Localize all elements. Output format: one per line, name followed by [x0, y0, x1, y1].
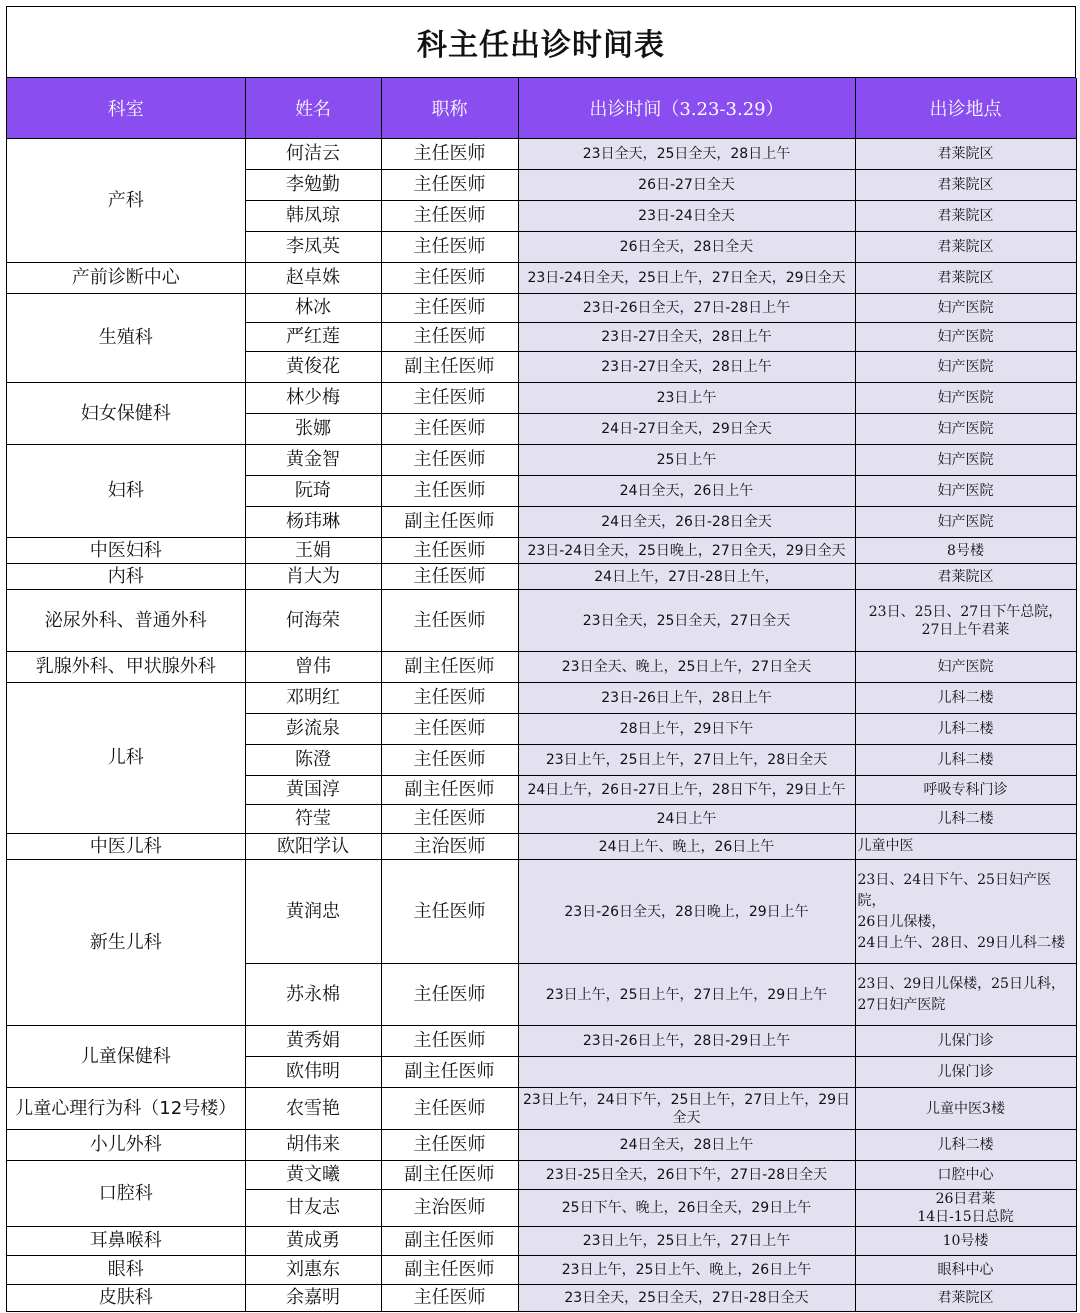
doctor-title-cell: 主任医师 [381, 590, 518, 652]
clinic-time-cell: 26日全天，28日全天 [518, 232, 855, 263]
doctor-title-cell: 副主任医师 [381, 1057, 518, 1088]
clinic-location-cell: 8号楼 [855, 538, 1076, 564]
clinic-time-cell: 26日-27日全天 [518, 170, 855, 201]
doctor-name-cell: 李凤英 [245, 232, 381, 263]
clinic-time-cell: 28日上午，29日下午 [518, 714, 855, 745]
clinic-location-cell: 君莱院区 [855, 1285, 1076, 1312]
table-row [7, 860, 1076, 964]
doctor-name-cell: 杨玮琳 [245, 507, 381, 538]
clinic-time-cell: 24日上午 [518, 805, 855, 834]
clinic-location-cell: 妇产医院 [855, 445, 1076, 476]
doctor-title-cell: 副主任医师 [381, 1161, 518, 1190]
clinic-time-cell: 24日全天，28日上午 [518, 1130, 855, 1161]
doctor-name-cell: 赵卓姝 [245, 263, 381, 294]
table-row [7, 1026, 1076, 1057]
clinic-time-cell: 23日-27日全天，28日上午 [518, 323, 855, 352]
doctor-title-cell: 主任医师 [381, 714, 518, 745]
department-cell: 耳鼻喉科 [7, 1227, 245, 1256]
clinic-time-cell: 23日上午 [518, 383, 855, 414]
doctor-title-cell: 主任医师 [381, 445, 518, 476]
clinic-location-cell: 儿科二楼 [855, 683, 1076, 714]
doctor-name-cell: 阮琦 [245, 476, 381, 507]
clinic-location-cell: 儿保门诊 [855, 1026, 1076, 1057]
doctor-title-cell: 主任医师 [381, 745, 518, 776]
doctor-name-cell: 黄成勇 [245, 1227, 381, 1256]
doctor-title-cell: 主任医师 [381, 383, 518, 414]
department-cell: 泌尿外科、普通外科 [7, 590, 245, 652]
schedule-body [7, 139, 1076, 1312]
clinic-time-cell: 24日上午，27日-28日上午， [518, 564, 855, 590]
table-row [7, 538, 1076, 564]
doctor-name-cell: 王娟 [245, 538, 381, 564]
clinic-location-cell: 妇产医院 [855, 323, 1076, 352]
doctor-name-cell: 曾伟 [245, 652, 381, 683]
clinic-location-cell: 君莱院区 [855, 263, 1076, 294]
table-row [7, 139, 1076, 170]
doctor-title-cell: 主任医师 [381, 964, 518, 1026]
clinic-time-cell: 25日上午 [518, 445, 855, 476]
schedule-sheet [6, 6, 1076, 1312]
doctor-name-cell: 胡伟来 [245, 1130, 381, 1161]
doctor-title-cell: 主任医师 [381, 1088, 518, 1130]
doctor-title-cell: 主任医师 [381, 476, 518, 507]
clinic-time-cell: 24日全天，26日-28日全天 [518, 507, 855, 538]
doctor-name-cell: 余嘉明 [245, 1285, 381, 1312]
doctor-title-cell: 副主任医师 [381, 652, 518, 683]
clinic-time-cell [518, 1057, 855, 1088]
department-cell: 口腔科 [7, 1161, 245, 1227]
doctor-name-cell: 农雪艳 [245, 1088, 381, 1130]
clinic-location-cell: 儿童中医3楼 [855, 1088, 1076, 1130]
clinic-time-cell: 23日全天、晚上，25日上午，27日全天 [518, 652, 855, 683]
department-cell: 眼科 [7, 1256, 245, 1285]
doctor-name-cell: 符莹 [245, 805, 381, 834]
department-cell [7, 1088, 245, 1130]
doctor-title-cell: 主任医师 [381, 1285, 518, 1312]
clinic-location-cell: 眼科中心 [855, 1256, 1076, 1285]
clinic-time-cell: 23日-27日全天，28日上午 [518, 352, 855, 383]
department-label: 儿童心理行为科（12号楼） [15, 1099, 237, 1118]
clinic-location-cell: 君莱院区 [855, 564, 1076, 590]
department-cell: 妇女保健科 [7, 383, 245, 445]
clinic-time-cell: 23日-26日上午，28日上午 [518, 683, 855, 714]
header-row [7, 78, 1076, 139]
clinic-time-cell: 24日全天，26日上午 [518, 476, 855, 507]
clinic-time-cell: 23日全天，25日全天，27日全天 [518, 590, 855, 652]
table-row [7, 294, 1076, 323]
clinic-location-cell: 君莱院区 [855, 232, 1076, 263]
clinic-location-cell: 26日君莱 14日-15日总院 [855, 1190, 1076, 1227]
table-row [7, 834, 1076, 860]
doctor-title-cell: 主任医师 [381, 170, 518, 201]
doctor-title-cell: 副主任医师 [381, 1256, 518, 1285]
doctor-title-cell: 主任医师 [381, 201, 518, 232]
clinic-time-cell: 23日上午，24日下午，25日上午，27日上午，29日全天 [518, 1088, 855, 1130]
clinic-location-cell: 儿科二楼 [855, 745, 1076, 776]
clinic-time-cell: 23日-24日全天 [518, 201, 855, 232]
doctor-name-cell: 韩凤琼 [245, 201, 381, 232]
doctor-title-cell: 主任医师 [381, 805, 518, 834]
clinic-time-cell: 24日上午，26日-27日上午，28日下午，29日上午 [518, 776, 855, 805]
clinic-location-cell: 妇产医院 [855, 414, 1076, 445]
department-cell: 中医儿科 [7, 834, 245, 860]
table-row [7, 683, 1076, 714]
doctor-title-cell: 主任医师 [381, 683, 518, 714]
doctor-name-cell: 张娜 [245, 414, 381, 445]
doctor-name-cell: 苏永棉 [245, 964, 381, 1026]
department-cell: 产前诊断中心 [7, 263, 245, 294]
clinic-location-cell: 儿科二楼 [855, 1130, 1076, 1161]
doctor-name-cell: 黄俊花 [245, 352, 381, 383]
clinic-time-cell: 23日全天，25日全天，27日-28日全天 [518, 1285, 855, 1312]
sheet-title: 科主任出诊时间表 [7, 7, 1076, 78]
doctor-title-cell: 主任医师 [381, 323, 518, 352]
doctor-name-cell: 林少梅 [245, 383, 381, 414]
doctor-name-cell: 刘惠东 [245, 1256, 381, 1285]
doctor-title-cell: 主任医师 [381, 294, 518, 323]
table-row [7, 590, 1076, 652]
header-department: 科室 [7, 78, 245, 139]
doctor-title-cell: 副主任医师 [381, 507, 518, 538]
doctor-title-cell: 主治医师 [381, 1190, 518, 1227]
doctor-title-cell: 主任医师 [381, 564, 518, 590]
doctor-name-cell: 何海荣 [245, 590, 381, 652]
doctor-name-cell: 欧伟明 [245, 1057, 381, 1088]
doctor-name-cell: 甘友志 [245, 1190, 381, 1227]
doctor-name-cell: 邓明红 [245, 683, 381, 714]
clinic-time-cell: 23日上午，25日上午、晚上，26日上午 [518, 1256, 855, 1285]
doctor-title-cell: 副主任医师 [381, 776, 518, 805]
department-cell: 产科 [7, 139, 245, 263]
doctor-name-cell: 林冰 [245, 294, 381, 323]
clinic-location-cell: 儿科二楼 [855, 714, 1076, 745]
clinic-location-cell: 君莱院区 [855, 170, 1076, 201]
doctor-name-cell: 何洁云 [245, 139, 381, 170]
clinic-location-cell: 23日、29日儿保楼，25日儿科， 27日妇产医院 [855, 964, 1076, 1026]
doctor-name-cell: 欧阳学认 [245, 834, 381, 860]
header-location: 出诊地点 [855, 78, 1076, 139]
clinic-location-cell: 君莱院区 [855, 139, 1076, 170]
clinic-time-cell: 23日-24日全天，25日上午，27日全天，29日全天 [518, 263, 855, 294]
table-row [7, 1088, 1076, 1130]
clinic-location-cell: 妇产医院 [855, 476, 1076, 507]
doctor-name-cell: 黄润忠 [245, 860, 381, 964]
doctor-name-cell: 肖大为 [245, 564, 381, 590]
clinic-location-cell: 妇产医院 [855, 352, 1076, 383]
header-title: 职称 [381, 78, 518, 139]
clinic-location-cell: 23日、24日下午、25日妇产医院， 26日儿保楼， 24日上午、28日、29日儿科二楼 [855, 860, 1076, 964]
clinic-time-cell: 23日-26日全天，28日晚上，29日上午 [518, 860, 855, 964]
table-row [7, 263, 1076, 294]
doctor-title-cell: 主任医师 [381, 1026, 518, 1057]
clinic-location-cell: 儿科二楼 [855, 805, 1076, 834]
department-cell: 生殖科 [7, 294, 245, 383]
department-cell: 中医妇科 [7, 538, 245, 564]
doctor-title-cell: 主治医师 [381, 834, 518, 860]
doctor-title-cell: 副主任医师 [381, 1227, 518, 1256]
table-row [7, 564, 1076, 590]
table-row [7, 1256, 1076, 1285]
clinic-location-cell: 君莱院区 [855, 201, 1076, 232]
department-cell: 乳腺外科、甲状腺外科 [7, 652, 245, 683]
doctor-name-cell: 严红莲 [245, 323, 381, 352]
clinic-time-cell: 23日全天，25日全天，28日上午 [518, 139, 855, 170]
department-cell: 儿童保健科 [7, 1026, 245, 1088]
doctor-title-cell: 主任医师 [381, 263, 518, 294]
doctor-title-cell: 副主任医师 [381, 352, 518, 383]
clinic-location-cell: 23日、25日、27日下午总院， 27日上午君莱 [855, 590, 1076, 652]
department-cell: 儿科 [7, 683, 245, 834]
department-cell: 皮肤科 [7, 1285, 245, 1312]
clinic-location-cell: 口腔中心 [855, 1161, 1076, 1190]
doctor-name-cell: 黄秀娟 [245, 1026, 381, 1057]
doctor-title-cell: 主任医师 [381, 414, 518, 445]
table-row [7, 1161, 1076, 1190]
clinic-location-cell: 儿童中医 [855, 834, 1076, 860]
clinic-time-cell: 23日上午，25日上午，27日上午，29日上午 [518, 964, 855, 1026]
doctor-title-cell: 主任医师 [381, 232, 518, 263]
table-row [7, 1130, 1076, 1161]
doctor-name-cell: 黄文曦 [245, 1161, 381, 1190]
clinic-location-cell: 儿保门诊 [855, 1057, 1076, 1088]
table-row [7, 652, 1076, 683]
clinic-location-cell: 妇产医院 [855, 294, 1076, 323]
clinic-time-cell: 23日-26日上午，28日-29日上午 [518, 1026, 855, 1057]
doctor-name-cell: 陈澄 [245, 745, 381, 776]
doctor-title-cell: 主任医师 [381, 1130, 518, 1161]
schedule-table [7, 78, 1077, 1312]
doctor-name-cell: 黄国淳 [245, 776, 381, 805]
doctor-title-cell: 主任医师 [381, 538, 518, 564]
department-cell: 妇科 [7, 445, 245, 538]
table-row [7, 1227, 1076, 1256]
clinic-time-cell: 23日-25日全天，26日下午，27日-28日全天 [518, 1161, 855, 1190]
doctor-name-cell: 彭流泉 [245, 714, 381, 745]
table-row [7, 1285, 1076, 1312]
clinic-location-cell: 妇产医院 [855, 507, 1076, 538]
clinic-time-cell: 23日-24日全天，25日晚上，27日全天，29日全天 [518, 538, 855, 564]
doctor-name-cell: 黄金智 [245, 445, 381, 476]
clinic-time-cell: 24日-27日全天，29日全天 [518, 414, 855, 445]
clinic-location-cell: 10号楼 [855, 1227, 1076, 1256]
clinic-location-cell: 呼吸专科门诊 [855, 776, 1076, 805]
table-row [7, 445, 1076, 476]
clinic-time-cell: 23日-26日全天，27日-28日上午 [518, 294, 855, 323]
clinic-time-cell: 25日下午、晚上，26日全天，29日上午 [518, 1190, 855, 1227]
clinic-location-cell: 妇产医院 [855, 652, 1076, 683]
doctor-name-cell: 李勉勤 [245, 170, 381, 201]
clinic-location-cell: 妇产医院 [855, 383, 1076, 414]
doctor-title-cell: 主任医师 [381, 860, 518, 964]
department-cell: 内科 [7, 564, 245, 590]
header-time: 出诊时间（3.23-3.29） [518, 78, 855, 139]
department-cell: 新生儿科 [7, 860, 245, 1026]
clinic-time-cell: 24日上午、晚上，26日上午 [518, 834, 855, 860]
clinic-time-cell: 23日上午，25日上午，27日上午 [518, 1227, 855, 1256]
department-cell: 小儿外科 [7, 1130, 245, 1161]
header-name: 姓名 [245, 78, 381, 139]
clinic-time-cell: 23日上午，25日上午，27日上午，28日全天 [518, 745, 855, 776]
table-row [7, 383, 1076, 414]
doctor-title-cell: 主任医师 [381, 139, 518, 170]
